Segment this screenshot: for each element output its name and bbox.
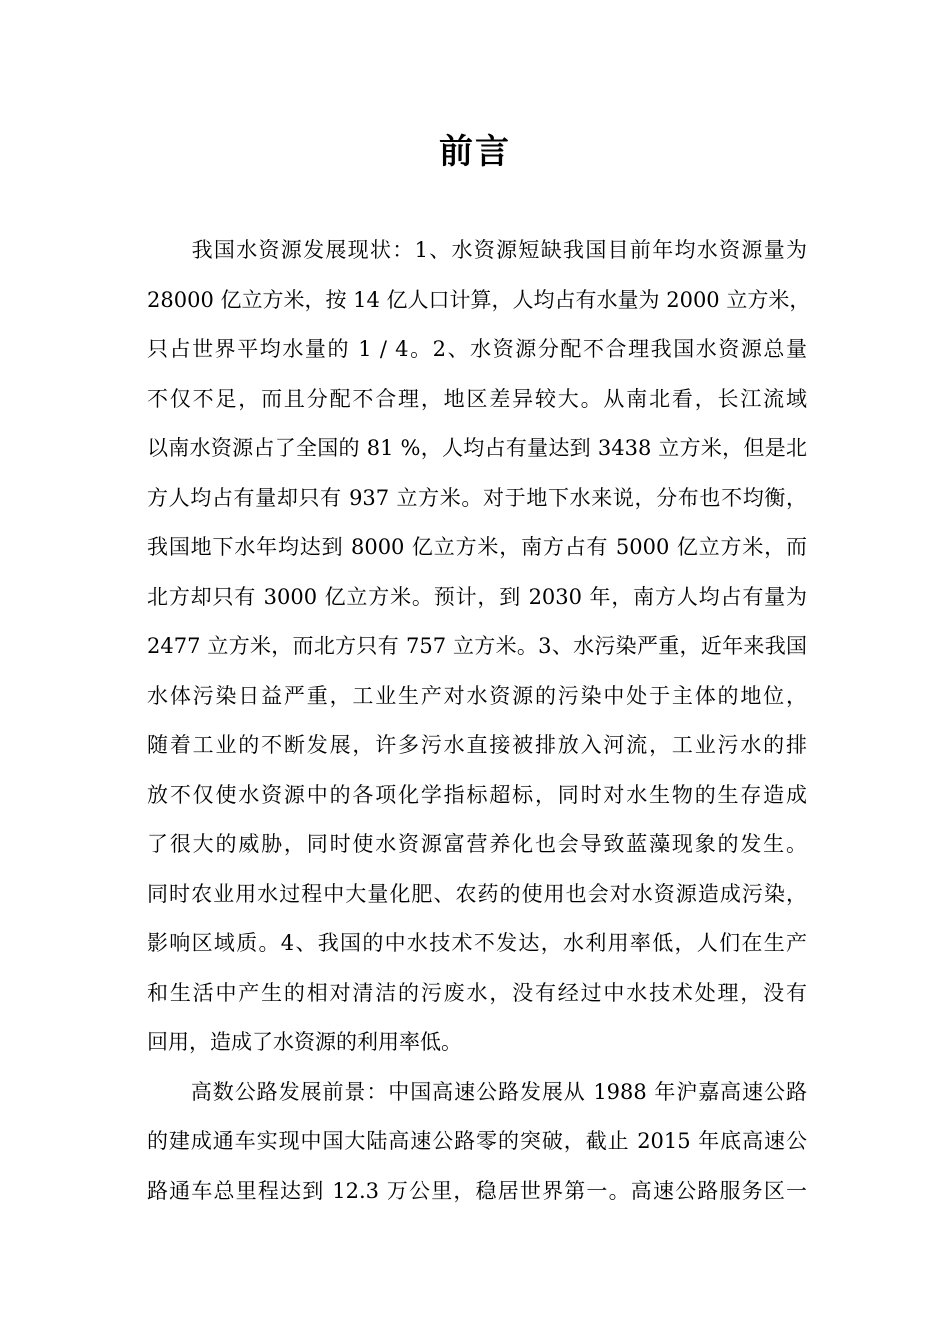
text-line: 高数公路发展前景：中国高速公路发展从 1988 年沪嘉高速公路 (147, 1079, 807, 1104)
text-line: 同时农业用水过程中大量化肥、农药的使用也会对水资源造成污染， (147, 881, 807, 906)
text-line: 路通车总里程达到 12.3 万公里，稳居世界第一。高速公路服务区一 (147, 1178, 807, 1203)
text-line: 只占世界平均水量的 1 / 4。2、水资源分配不合理我国水资源总量 (147, 337, 807, 361)
text-line: 的建成通车实现中国大陆高速公路零的突破，截止 2015 年底高速公 (147, 1129, 807, 1153)
body-text (147, 226, 811, 1216)
text-line: 我国地下水年均达到 8000 亿立方米，南方占有 5000 亿立方米，而 (147, 535, 807, 559)
text-line: 2477 立方米，而北方只有 757 立方米。3、水污染严重，近年来我国 (147, 634, 807, 658)
text-line: 28000 亿立方米，按 14 亿人口计算，人均占有水量为 2000 立方米， (147, 287, 811, 312)
text-line: 影响区域质。4、我国的中水技术不发达，水利用率低，人们在生产 (147, 931, 807, 955)
page-title: 前言 (439, 132, 511, 172)
text-line: 我国水资源发展现状：1、水资源短缺我国目前年均水资源量为 (147, 238, 807, 262)
text-line: 回用，造成了水资源的利用率低。 (147, 1030, 462, 1054)
text-line: 方人均占有量却只有 937 立方米。对于地下水来说，分布也不均衡， (147, 485, 807, 510)
text-line: 随着工业的不断发展，许多污水直接被排放入河流，工业污水的排 (147, 733, 807, 757)
text-line: 以南水资源占了全国的 81 %，人均占有量达到 3438 立方米，但是北 (147, 436, 807, 460)
text-line: 和生活中产生的相对清洁的污废水，没有经过中水技术处理，没有 (147, 980, 807, 1005)
text-line: 北方却只有 3000 亿立方米。预计，到 2030 年，南方人均占有量为 (147, 584, 807, 609)
text-line: 了很大的威胁，同时使水资源富营养化也会导致蓝藻现象的发生。 (147, 832, 807, 856)
text-line: 水体污染日益严重，工业生产对水资源的污染中处于主体的地位， (147, 683, 807, 708)
paragraph-water-resources (147, 226, 811, 1068)
text-line: 不仅不足，而且分配不合理，地区差异较大。从南北看，长江流域 (147, 386, 807, 411)
paragraph-highway (147, 1068, 807, 1217)
text-line: 放不仅使水资源中的各项化学指标超标，同时对水生物的生存造成 (147, 782, 807, 807)
